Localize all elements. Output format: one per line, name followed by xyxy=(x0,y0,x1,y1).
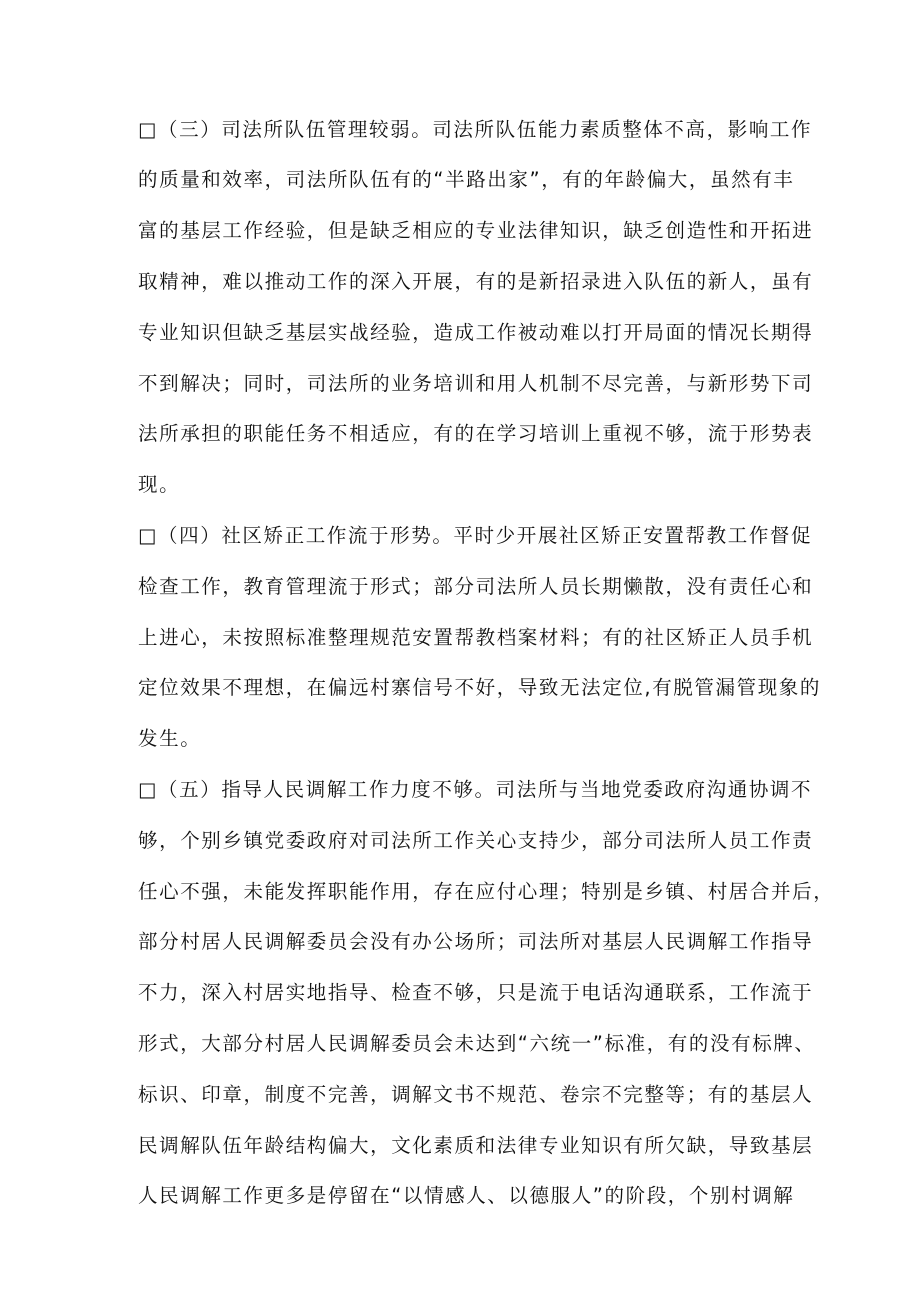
paragraph-line: □（四）社区矫正工作流于形势。平时少开展社区矫正安置帮教工作督促 xyxy=(138,524,813,547)
paragraph-line: 法所承担的职能任务不相适应，有的在学习培训上重视不够，流于形势表 xyxy=(138,422,814,445)
paragraph-line: 上进心，未按照标准整理规范安置帮教档案材料；有的社区矫正人员手机 xyxy=(138,626,814,649)
paragraph-line: 检查工作，教育管理流于形式；部分司法所人员长期懒散，没有责任心和 xyxy=(138,575,814,598)
paragraph-line: 够，个别乡镇党委政府对司法所工作关心支持少，部分司法所人员工作责 xyxy=(138,829,814,852)
paragraph-line: 人民调解工作更多是停留在“以情感人、以德服人”的阶段，个别村调解 xyxy=(138,1184,795,1207)
paragraph-line: 形式，大部分村居人民调解委员会未达到“六统一”标准，有的没有标牌、 xyxy=(138,1032,816,1055)
paragraph-line: □（三）司法所队伍管理较弱。司法所队伍能力素质整体不高，影响工作 xyxy=(138,118,813,141)
paragraph-line: 不力，深入村居实地指导、检查不够，只是流于电话沟通联系，工作流于 xyxy=(138,981,814,1004)
paragraph-line: 部分村居人民调解委员会没有办公场所；司法所对基层人民调解工作指导 xyxy=(138,930,814,953)
paragraph-line: 富的基层工作经验，但是缺乏相应的专业法律知识，缺乏创造性和开拓进 xyxy=(138,219,814,242)
paragraph-line: 的质量和效率，司法所队伍有的“半路出家”，有的年龄偏大，虽然有丰 xyxy=(138,168,795,191)
paragraph-line: 标识、印章，制度不完善，调解文书不规范、卷宗不完整等；有的基层人 xyxy=(138,1083,814,1106)
paragraph-line: 发生。 xyxy=(138,727,202,750)
paragraph-line: □（五）指导人民调解工作力度不够。司法所与当地党委政府沟通协调不 xyxy=(138,778,813,801)
paragraph-line: 民调解队伍年龄结构偏大，文化素质和法律专业知识有所欠缺，导致基层 xyxy=(138,1134,814,1157)
paragraph-line: 专业知识但缺乏基层实战经验，造成工作被动难以打开局面的情况长期得 xyxy=(138,321,814,344)
paragraph-line: 定位效果不理想，在偏远村寨信号不好，导致无法定位,有脱管漏管现象的 xyxy=(138,676,821,699)
paragraph-line: 不到解决；同时，司法所的业务培训和用人机制不尽完善，与新形势下司 xyxy=(138,372,814,395)
paragraph-line: 任心不强，未能发挥职能作用，存在应付心理；特别是乡镇、村居合并后， xyxy=(138,880,835,903)
paragraph-line: 取精神，难以推动工作的深入开展，有的是新招录进入队伍的新人，虽有 xyxy=(138,270,814,293)
paragraph-line: 现。 xyxy=(138,473,181,496)
